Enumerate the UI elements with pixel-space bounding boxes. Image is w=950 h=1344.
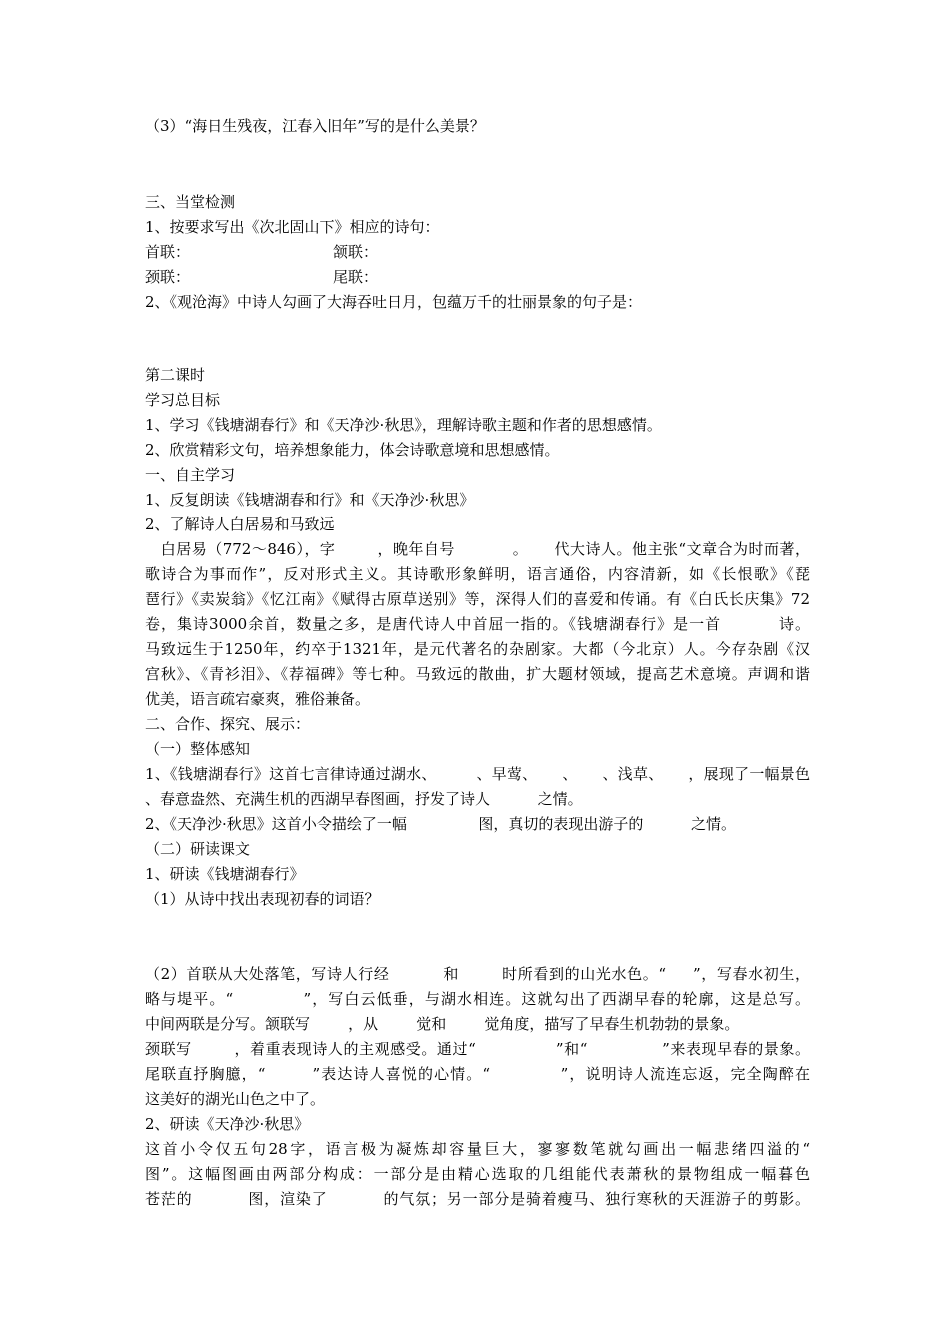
- text-line: 颈联写 ，着重表现诗人的主观感受。通过“ ”和“ ”来表现早春的景象。: [145, 1040, 810, 1058]
- text-line: 马致远生于1250年，约卒于1321年，是元代著名的杂剧家。大都（今北京）人。今存杂剧《汉: [145, 640, 810, 658]
- text-line: 2、研读《天净沙·秋思》: [145, 1115, 310, 1133]
- text-line: 、春意盎然、充满生机的西湖早春图画，抒发了诗人 之情。: [145, 790, 583, 808]
- text-line: 1、按要求写出《次北固山下》相应的诗句：: [145, 218, 440, 236]
- text-line: 1、反复朗读《钱塘湖春和行》和《天净沙·秋思》: [145, 491, 475, 509]
- text-line: 第二课时: [145, 366, 206, 384]
- text-line: 1、学习《钱塘湖春行》和《天净沙·秋思》，理解诗歌主题和作者的思想感情。: [145, 416, 662, 434]
- text-line: 歌诗合为事而作”，反对形式主义。其诗歌形象鲜明，语言通俗，内容清新，如《长恨歌》《琵: [145, 565, 810, 583]
- text-line: 1、《钱塘湖春行》这首七言律诗通过湖水、 、早莺、 、 、浅草、 ，展现了一幅景色: [145, 765, 810, 783]
- text-line: 白居易（772～846），字 ，晚年自号 。 代大诗人。他主张“文章合为时而著，: [145, 540, 810, 558]
- text-line: （二）研读课文: [145, 840, 251, 858]
- text-line: 2、欣赏精彩文句，培养想象能力，体会诗歌意境和思想感情。: [145, 441, 560, 459]
- text-line: 一、自主学习: [145, 466, 236, 484]
- text-line: 2、《观沧海》中诗人勾画了大海吞吐日月，包蕴万千的壮丽景象的句子是：: [145, 293, 643, 311]
- text-line: 这美好的湖光山色之中了。: [145, 1090, 326, 1108]
- text-line: 图”。这幅图画由两部分构成：一部分是由精心选取的几组能代表萧秋的景物组成一幅暮色: [145, 1165, 810, 1183]
- text-line: 略与堤平。“ ”，写白云低垂，与湖水相连。这就勾出了西湖早春的轮廓，这是总写。: [145, 990, 810, 1008]
- text-line: 琶行》《卖炭翁》《忆江南》《赋得古原草送别》等，深得人们的喜爱和传诵。有《白氏长庆集》72: [145, 590, 810, 608]
- text-line: 优美，语言疏宕豪爽，雅俗兼备。: [145, 690, 371, 708]
- text-line: 学习总目标: [145, 391, 221, 409]
- text-line: 这首小令仅五句28字，语言极为凝炼却容量巨大，寥寥数笔就勾画出一幅悲绪四溢的“: [145, 1140, 810, 1158]
- text-line: （2）首联从大处落笔，写诗人行经 和 时所看到的山光水色。“ ”，写春水初生，: [145, 965, 810, 983]
- text-line: 尾联直抒胸臆，“ ”表达诗人喜悦的心情。“ ”，说明诗人流连忘返，完全陶醉在: [145, 1065, 810, 1083]
- text-line: 2、《天净沙·秋思》这首小令描绘了一幅 图，真切的表现出游子的 之情。: [145, 815, 737, 833]
- text-line: 卷，集诗3000余首，数量之多，是唐代诗人中首屈一指的。《钱塘湖春行》是一首 诗。: [145, 615, 810, 633]
- text-line: 宫秋》、《青衫泪》、《荐福碑》等七种。马致远的散曲，扩大题材领域，提高艺术意境。声调和谐: [145, 665, 810, 683]
- text-line: （1）从诗中找出表现初春的词语？: [145, 890, 380, 908]
- text-line: （3）“海日生残夜，江春入旧年”写的是什么美景？: [145, 117, 485, 135]
- text-line: 1、研读《钱塘湖春行》: [145, 865, 305, 883]
- text-line: 2、了解诗人白居易和马致远: [145, 515, 335, 533]
- text-line: 三、当堂检测: [145, 193, 236, 211]
- text-line: 颈联： 尾联：: [145, 268, 379, 286]
- text-line: 二、合作、探究、展示：: [145, 715, 311, 733]
- text-line: 中间两联是分写。颔联写 ，从 觉和 觉角度，描写了早春生机勃勃的景象。: [145, 1015, 740, 1033]
- text-line: 首联： 颔联：: [145, 243, 379, 261]
- text-line: （一）整体感知: [145, 740, 251, 758]
- text-line: 苍茫的 图，渲染了 的气氛；另一部分是骑着瘦马、独行寒秋的天涯游子的剪影。: [145, 1190, 810, 1208]
